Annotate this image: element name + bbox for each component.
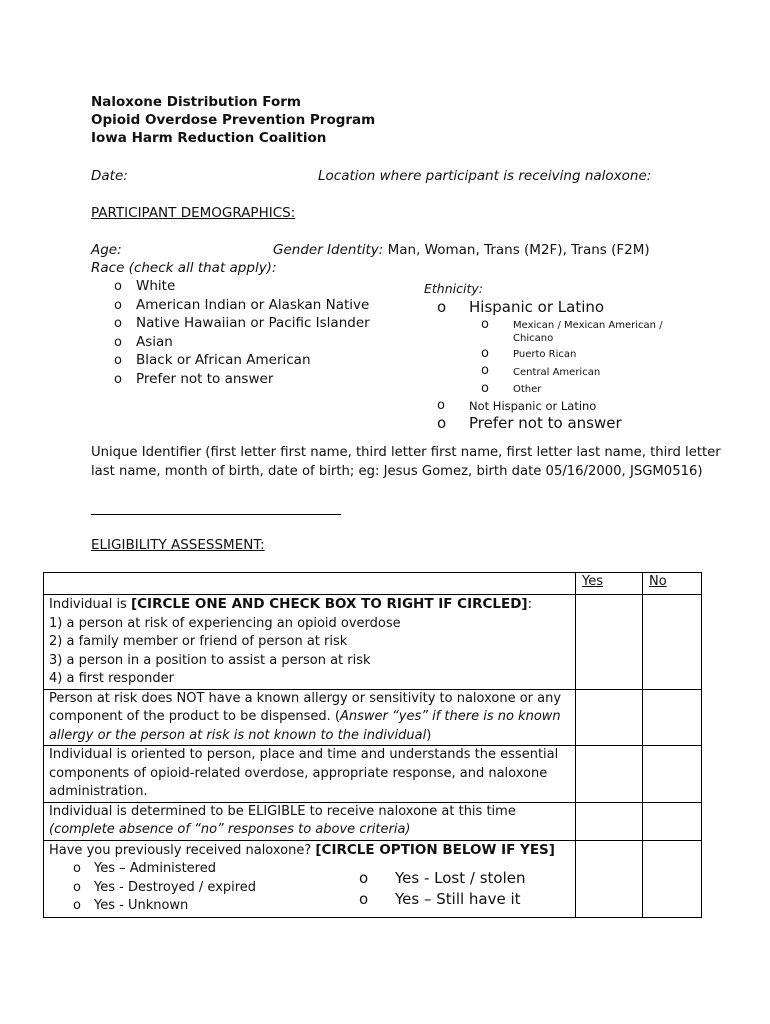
gender-label: Gender Identity:: [273, 242, 384, 258]
age-label: Age:: [91, 242, 122, 258]
previous-option-still-have[interactable]: [359, 889, 526, 910]
option-bullet: o: [73, 898, 81, 913]
race-label: Race (check all that apply):: [91, 260, 277, 276]
ethnicity-label: Ethnicity:: [424, 281, 483, 296]
criteria-allergy-cell: [44, 689, 576, 746]
ethnicity-not-hispanic[interactable]: Not Hispanic or Latino: [469, 399, 597, 413]
no-checkbox-cell[interactable]: [643, 746, 702, 803]
ethnicity-sub-bullet[interactable]: o: [481, 363, 489, 378]
table-row: [44, 840, 702, 918]
ethnicity-other[interactable]: Other: [513, 384, 542, 395]
table-row: [44, 689, 702, 746]
race-bullet[interactable]: o: [114, 279, 122, 294]
role-option-3[interactable]: 3) a person in a position to assist a person at risk: [49, 652, 371, 668]
role-colon: :: [527, 597, 532, 612]
option-label: Yes – Still have it: [395, 890, 521, 908]
header-no: No: [643, 573, 702, 595]
eligibility-heading: ELIGIBILITY ASSESSMENT:: [91, 537, 265, 553]
ethnicity-bullet[interactable]: o: [437, 414, 447, 432]
allergy-text: Person at risk does NOT have a known allergy or sensitivity to naloxone or any component of the product to be dispensed. (: [49, 690, 562, 724]
ethnicity-bullet[interactable]: o: [437, 298, 447, 316]
role-option-2[interactable]: 2) a family member or friend of person at risk: [49, 634, 348, 649]
criteria-oriented-cell: Individual is oriented to person, place and time and understands the essential components of opioid-related overdose, appropriate response, and naloxone administration.: [44, 746, 576, 803]
race-option-asian[interactable]: Asian: [136, 334, 173, 350]
ethnicity-mexican-cont: Chicano: [513, 333, 554, 344]
ethnicity-central-american[interactable]: Central American: [513, 367, 601, 378]
no-checkbox-cell[interactable]: [643, 802, 702, 840]
gender-identity-field: [273, 242, 650, 258]
previous-option-destroyed[interactable]: [49, 879, 256, 898]
previous-options-left: [49, 860, 256, 916]
race-option-white[interactable]: White: [136, 278, 176, 294]
yes-checkbox-cell[interactable]: [576, 595, 643, 690]
ethnicity-sub-bullet[interactable]: o: [481, 381, 489, 396]
organization-name: Iowa Harm Reduction Coalition: [91, 130, 327, 146]
unique-id-input-line[interactable]: [91, 514, 341, 515]
yes-checkbox-cell[interactable]: [576, 689, 643, 746]
option-bullet: o: [73, 861, 81, 876]
option-label: Yes - Destroyed / expired: [94, 879, 257, 895]
program-name: Opioid Overdose Prevention Program: [91, 112, 376, 128]
option-label: Yes - Lost / stolen: [395, 869, 526, 887]
date-label: Date:: [91, 168, 128, 184]
no-checkbox-cell[interactable]: [643, 595, 702, 690]
previous-caps: [CIRCLE OPTION BELOW IF YES]: [315, 841, 555, 858]
option-bullet: o: [73, 879, 81, 895]
eligibility-table: [43, 572, 702, 918]
ethnicity-hispanic[interactable]: Hispanic or Latino: [469, 298, 605, 316]
option-label: Yes – Administered: [94, 861, 216, 876]
no-checkbox-cell[interactable]: [643, 689, 702, 746]
race-bullet[interactable]: o: [114, 335, 122, 350]
ethnicity-prefer-not[interactable]: Prefer not to answer: [469, 414, 622, 432]
eligible-italic: (complete absence of “no” responses to above criteria): [49, 822, 411, 837]
role-caps: [CIRCLE ONE AND CHECK BOX TO RIGHT IF CIRCLED]: [130, 596, 528, 612]
role-instruction: [49, 595, 570, 615]
criteria-previous-cell: [44, 840, 576, 918]
header-criteria-cell: [44, 573, 576, 595]
option-bullet: o: [359, 869, 369, 887]
ethnicity-mexican[interactable]: Mexican / Mexican American /: [513, 320, 663, 331]
previous-options: [49, 860, 570, 917]
location-label: Location where participant is receiving naloxone:: [318, 168, 652, 184]
race-bullet[interactable]: o: [114, 298, 122, 313]
allergy-close: ): [426, 727, 432, 743]
race-bullet[interactable]: o: [114, 372, 122, 387]
option-bullet: o: [359, 890, 369, 908]
table-row: [44, 746, 702, 803]
yes-checkbox-cell[interactable]: [576, 746, 643, 803]
previous-text: Have you previously received naloxone?: [49, 842, 316, 858]
criteria-role-cell: [44, 595, 576, 690]
table-header-row: [44, 573, 702, 595]
option-label: Yes - Unknown: [94, 898, 189, 913]
previous-option-administered[interactable]: [49, 860, 256, 879]
race-option-native-hawaiian[interactable]: Native Hawaiian or Pacific Islander: [136, 315, 370, 331]
race-option-black[interactable]: Black or African American: [136, 352, 311, 368]
role-option-4[interactable]: 4) a first responder: [49, 671, 174, 686]
race-option-american-indian[interactable]: American Indian or Alaskan Native: [136, 297, 370, 313]
yes-checkbox-cell[interactable]: [576, 802, 643, 840]
eligible-text: Individual is determined to be ELIGIBLE to receive naloxone at this time: [49, 803, 516, 819]
demographics-heading: PARTICIPANT DEMOGRAPHICS:: [91, 205, 296, 221]
role-intro: Individual is: [49, 597, 131, 612]
ethnicity-puerto-rican[interactable]: Puerto Rican: [513, 349, 577, 360]
ethnicity-sub-bullet[interactable]: o: [481, 317, 489, 332]
unique-id-instructions-2: last name, month of birth, date of birth; eg: Jesus Gomez, birth date 05/16/2000, JSGM0516): [91, 464, 703, 479]
yes-checkbox-cell[interactable]: [576, 840, 643, 918]
previous-option-lost[interactable]: [359, 868, 526, 889]
role-option-1[interactable]: 1) a person at risk of experiencing an opioid overdose: [49, 615, 401, 631]
previous-question: [49, 841, 570, 861]
ethnicity-bullet[interactable]: o: [437, 398, 445, 413]
gender-options: Man, Woman, Trans (M2F), Trans (F2M): [387, 242, 650, 258]
unique-id-instructions-1: Unique Identifier (first letter first name, third letter first name, first letter last name, third letter: [91, 445, 721, 460]
header-yes: Yes: [576, 573, 643, 595]
ethnicity-sub-bullet[interactable]: o: [481, 346, 489, 361]
criteria-eligible-cell: [44, 802, 576, 840]
race-bullet[interactable]: o: [114, 353, 122, 368]
race-bullet[interactable]: o: [114, 316, 122, 331]
race-option-prefer-not[interactable]: Prefer not to answer: [136, 371, 274, 387]
table-row: [44, 802, 702, 840]
previous-options-right: [359, 860, 526, 910]
table-row: [44, 595, 702, 690]
no-checkbox-cell[interactable]: [643, 840, 702, 918]
previous-option-unknown[interactable]: [49, 897, 256, 916]
allergy-italic: Answer “yes” if there is no known allergy or the person at risk is not known to the individual: [49, 709, 561, 743]
form-title: Naloxone Distribution Form: [91, 94, 301, 110]
